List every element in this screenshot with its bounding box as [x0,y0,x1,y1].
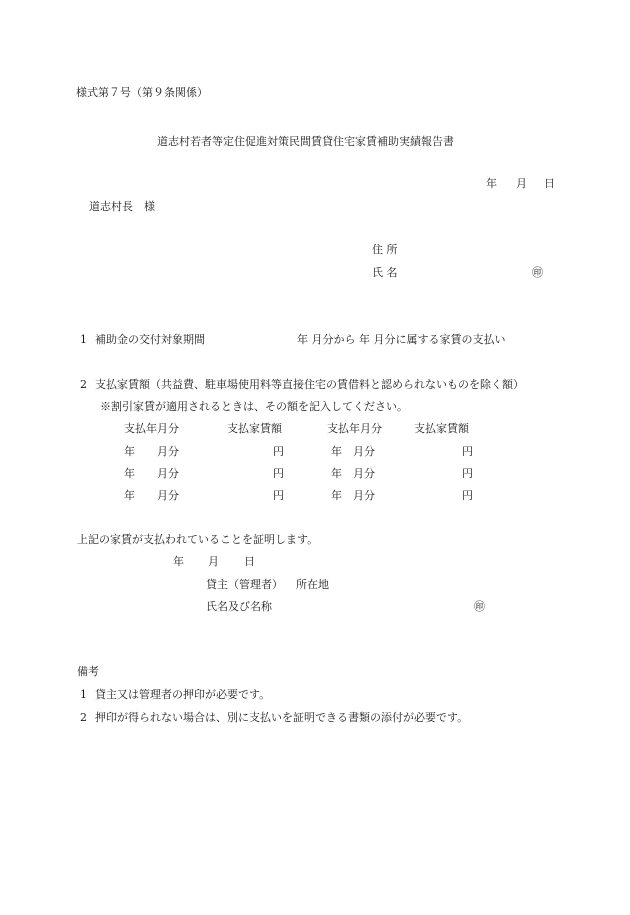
form-label: 様式第７号（第９条関係） [76,86,208,99]
applicant-name-label: 氏 名 [372,266,398,279]
table-header: 支払家賃額 [414,422,469,435]
table-cell: 年 月分 [331,489,375,502]
table-header: 支払家賃額 [227,422,282,435]
table-cell: 円 [462,489,473,502]
document-title: 道志村若者等定住促進対策民間賃貸住宅家賃補助実績報告書 [157,135,454,148]
remark-number: 1 [80,688,87,701]
certification-statement: 上記の家賃が支払われていることを証明します。 [77,533,319,546]
item1-period: 年 月分から 年 月分に属する家賃の支払い [297,333,506,346]
cert-date-month: 月 [208,555,219,568]
remark-text: 押印が得られない場合は、別に支払いを証明できる書類の添付が必要です。 [95,711,469,724]
landlord-seal-mark: ㊞ [474,600,485,613]
table-cell: 年 月分 [331,467,375,480]
cert-date-year: 年 [173,555,184,568]
addressee: 道志村長 様 [89,200,155,213]
item2-number: 2 [80,378,87,391]
table-cell: 円 [273,445,284,458]
cert-date-day: 日 [244,555,255,568]
item1-label: 補助金の交付対象期間 [95,333,205,346]
table-cell: 年 月分 [124,489,179,502]
applicant-seal-mark: ㊞ [532,266,543,279]
table-cell: 年 月分 [124,445,179,458]
applicant-address-label: 住 所 [372,243,398,256]
table-cell: 円 [462,445,473,458]
landlord-location-label: 所在地 [296,578,329,591]
table-header: 支払年月分 [327,422,382,435]
date-year: 年 [486,177,497,190]
date-day: 日 [544,177,555,190]
date-month: 月 [516,177,527,190]
item1-number: 1 [80,333,87,346]
remark-number: 2 [80,711,87,724]
remark-text: 貸主又は管理者の押印が必要です。 [95,688,271,701]
landlord-label: 貸主（管理者） [206,578,283,591]
item2-label: 支払家賃額（共益費、駐車場使用料等直接住宅の賃借料と認められないものを除く額） [95,378,524,391]
table-cell: 年 月分 [124,467,179,480]
table-header: 支払年月分 [124,422,179,435]
table-cell: 円 [273,489,284,502]
table-cell: 円 [273,467,284,480]
table-cell: 年 月分 [331,445,375,458]
landlord-name-label: 氏名及び名称 [206,600,272,613]
remarks-heading: 備考 [77,665,99,678]
item2-note: ※割引家賃が適用されるときは、その額を記入してください。 [100,400,408,413]
table-cell: 円 [462,467,473,480]
